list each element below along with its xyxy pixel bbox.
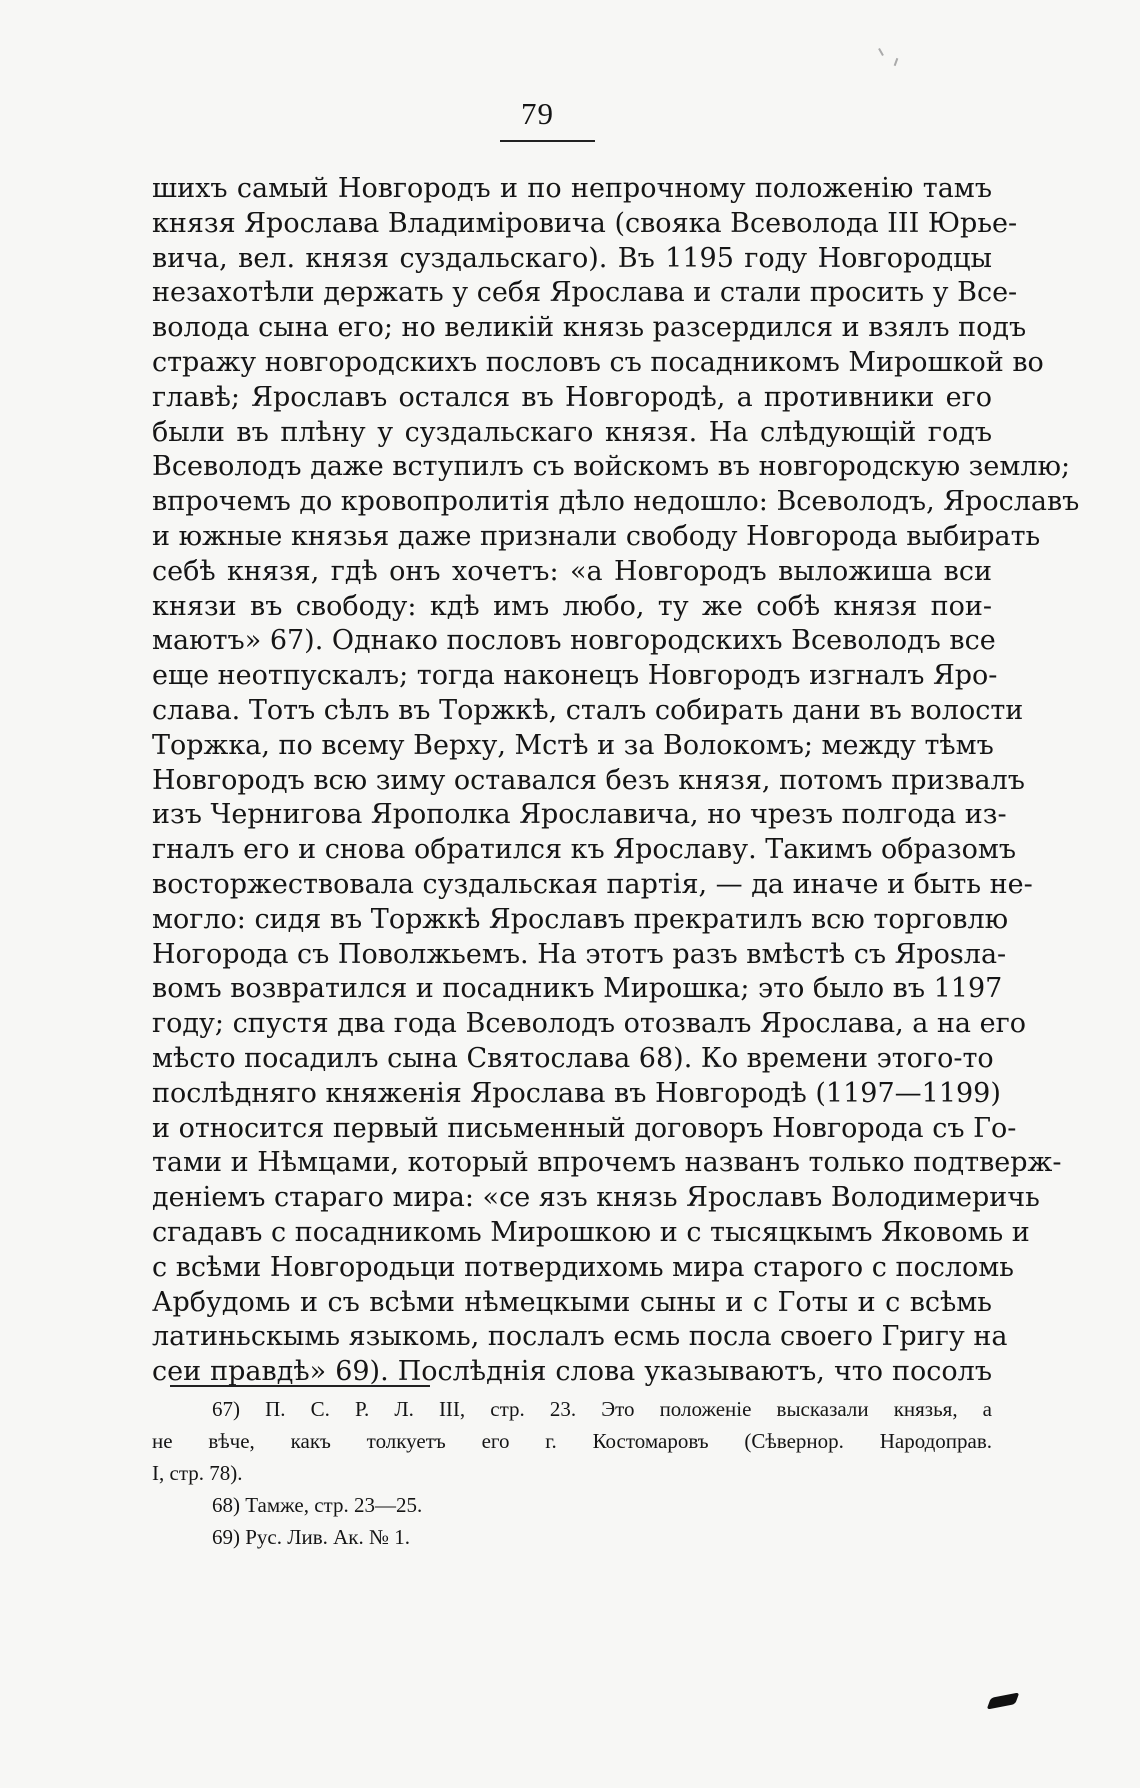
- scan-mark: [894, 58, 899, 66]
- text-line: вомъ возвратился и посадникъ Мирошка; это было въ 1197: [152, 973, 1003, 1005]
- text-line: были въ плѣну у суздальскаго князя. На слѣдующій годъ: [152, 416, 992, 448]
- footnote-68: 68) Тамже, стр. 23—25.: [212, 1493, 423, 1517]
- page-number: 79: [521, 96, 554, 131]
- text-line: Новгородъ всю зиму оставался безъ князя, потомъ призвалъ: [152, 764, 1025, 796]
- text-line: гналъ его и снова обратился къ Ярославу. Такимъ образомъ: [152, 834, 1017, 866]
- footnote-67-cont: не вѣче, какъ толкуетъ его г. Костомаровъ (Сѣвернор. Народоправ.: [152, 1429, 992, 1453]
- text-line: сеи правдѣ» 69). Послѣднія слова указываютъ, что посолъ: [152, 1356, 992, 1388]
- text-line: и южные князья даже признали свободу Новгорода выбирать: [152, 520, 1041, 552]
- text-line: вича, вел. князя суздальскаго). Въ 1195 году Новгородцы: [152, 242, 992, 274]
- text-line: и относится первый письменный договоръ Новгорода съ Го-: [152, 1112, 1017, 1144]
- text-line: шихъ самый Новгородъ и по непрочному положенію тамъ: [152, 173, 992, 204]
- text-line: деніемъ стараго мира: «се язъ князь Ярославъ Володимеричь: [152, 1182, 1040, 1214]
- text-line: князя Ярослава Владиміровича (свояка Всеволода III Юрье-: [152, 207, 1018, 239]
- text-line: сгадавъ с посадникомь Мирошкою и с тысяцкымъ Яковомь и: [152, 1216, 1030, 1248]
- text-line: волода сына его; но великій князь разсердился и взялъ подъ: [152, 312, 1027, 344]
- text-line: году; спустя два года Всеволодъ отозвалъ Ярослава, а на его: [152, 1008, 1026, 1040]
- text-line: мѣсто посадилъ сына Святослава 68). Ко времени этого-то: [152, 1042, 994, 1074]
- scan-mark: [878, 48, 884, 56]
- text-line: латиньскымь языкомь, послалъ есмь посла своего Григу на: [152, 1321, 1008, 1353]
- footnote-69: 69) Рус. Лив. Ак. № 1.: [212, 1525, 411, 1549]
- text-line: Ногорода съ Поволжьемъ. На этотъ разъ вмѣстѣ съ Ярosла-: [152, 938, 1007, 970]
- text-line: Всеволодъ даже вступилъ съ войскомъ въ новгородскую землю;: [152, 451, 1071, 483]
- page-number-underline: [500, 140, 595, 142]
- text-line: князи въ свободу: кдѣ имъ любо, ту же собѣ князя пои-: [152, 590, 992, 622]
- footnote-separator: [170, 1385, 430, 1387]
- text-line: послѣдняго княженія Ярослава въ Новгородѣ (1197—1199): [152, 1077, 1001, 1109]
- main-text: [152, 172, 1080, 1390]
- footnote-67-end: I, стр. 78).: [152, 1461, 243, 1485]
- text-line: маютъ» 67). Однако пословъ новгородскихъ Всеволодъ все: [152, 625, 996, 657]
- text-line: восторжествовала суздальская партія, — да иначе и быть не-: [152, 868, 1033, 900]
- text-line: еще неотпускалъ; тогда наконецъ Новгородъ изгналъ Яро-: [152, 660, 998, 692]
- text-line: слава. Тотъ сѣлъ въ Торжкѣ, сталъ собирать дани въ волости: [152, 694, 1024, 726]
- text-line: впрочемъ до кровопролитія дѣло недошло: Всеволодъ, Ярославъ: [152, 486, 1080, 518]
- text-line: могло: сидя въ Торжкѣ Ярославъ прекратилъ всю торговлю: [152, 903, 1009, 935]
- text-line: главѣ; Ярославъ остался въ Новгородѣ, а противники его: [152, 381, 992, 413]
- text-line: Арбудомь и съ всѣми нѣмецкыми сыны и с Готы и с всѣмь: [152, 1286, 992, 1318]
- text-line: тами и Нѣмцами, который впрочемъ названъ только подтверж-: [152, 1147, 1062, 1179]
- text-line: незахотѣли держать у себя Ярослава и стали просить у Все-: [152, 277, 1018, 309]
- footnotes: [152, 1393, 992, 1553]
- text-line: с всѣми Новгородьци потвердихомь мира старого с посломь: [152, 1251, 1014, 1283]
- text-line: Торжка, по всему Верху, Мстѣ и за Волокомъ; между тѣмъ: [152, 729, 994, 761]
- text-line: изъ Чернигова Ярополка Ярославича, но чрезъ полгода из-: [152, 799, 1007, 831]
- text-line: стражу новгородскихъ пословъ съ посадникомъ Мирошкой во: [152, 346, 1044, 378]
- ink-smudge: [987, 1692, 1020, 1709]
- text-line: себѣ князя, гдѣ онъ хочетъ: «а Новгородъ выложиша вси: [152, 555, 992, 587]
- footnote-67: 67) П. С. Р. Л. III, стр. 23. Это положеніе высказали князья, а: [212, 1397, 992, 1421]
